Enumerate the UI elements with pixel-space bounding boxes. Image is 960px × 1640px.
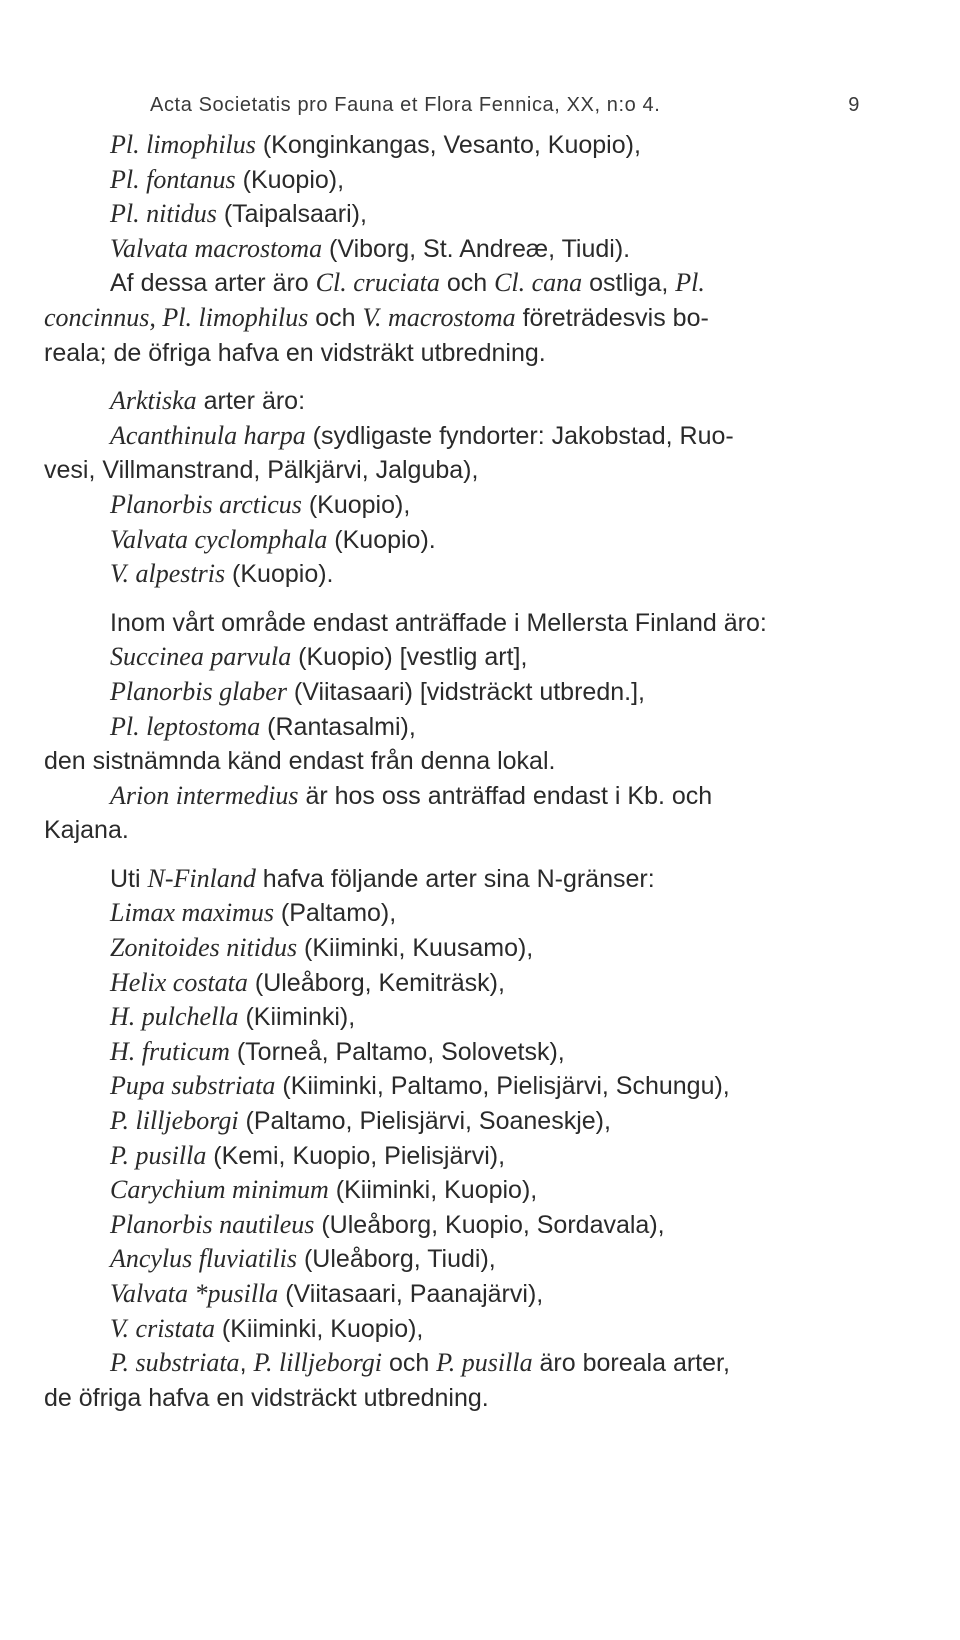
taxon-name: Acanthinula harpa <box>110 420 306 450</box>
text-line <box>44 1069 864 1104</box>
text-run: (sydligaste fyndorter: Jakobstad, Ruo- <box>305 421 734 450</box>
text-line <box>44 744 864 779</box>
text-run: och <box>308 303 363 332</box>
taxon-name: Cl. cruciata <box>315 268 440 298</box>
taxon-name: Ancylus fluviatilis <box>110 1244 298 1274</box>
taxon-name: Pl. fontanus <box>110 164 236 194</box>
taxon-name: Pl. limophilus <box>110 130 256 159</box>
taxon-name: Pl. <box>675 268 705 298</box>
taxon-name: Planorbis arcticus <box>110 489 302 519</box>
taxon-name: Pupa substriata <box>110 1071 276 1101</box>
running-header <box>150 94 860 117</box>
text-run: (Kuopio). <box>225 560 334 589</box>
text-run: Inom vårt område endast anträffade i Mellersta Finland äro: <box>110 608 767 637</box>
taxon-name: Planorbis nautileus <box>110 1209 315 1239</box>
text-line <box>44 862 864 897</box>
text-line <box>44 606 864 641</box>
text-line <box>44 640 864 675</box>
text-line <box>44 931 864 966</box>
text-run: (Paltamo, Pielisjärvi, Soaneskje), <box>238 1107 611 1136</box>
text-run: reala; de öfriga hafva en vidsträkt utbredning. <box>44 338 546 367</box>
text-run: (Viitasaari) [vidsträckt utbredn.], <box>286 677 645 706</box>
text-line <box>44 1381 864 1416</box>
text-line <box>44 710 864 745</box>
taxon-name: Cl. cana <box>494 268 583 298</box>
text-line <box>44 896 864 931</box>
text-run: Uti <box>110 864 148 893</box>
text-run: och <box>382 1349 437 1378</box>
text-line <box>44 1104 864 1139</box>
taxon-name: P. lilljeborgi <box>253 1348 383 1378</box>
text-run: ostliga, <box>582 269 676 298</box>
text-run: (Konginkangas, Vesanto, Kuopio), <box>255 131 641 159</box>
text-line <box>44 488 864 523</box>
taxon-name: Pl. leptostoma <box>110 711 261 741</box>
page-number: 9 <box>848 94 860 116</box>
text-line <box>44 1277 864 1312</box>
text-line <box>44 128 864 163</box>
text-run: (Kemi, Kuopio, Pielisjärvi), <box>206 1141 506 1170</box>
text-run: vesi, Villmanstrand, Pälkjärvi, Jalguba), <box>44 456 479 485</box>
taxon-name: Carychium minimum <box>110 1175 329 1205</box>
text-line <box>44 675 864 710</box>
text-line <box>44 384 864 419</box>
text-line <box>44 813 864 848</box>
taxon-name: P. pusilla <box>110 1140 207 1170</box>
taxon-name: N-Finland <box>147 863 256 893</box>
text-run: arter äro: <box>196 387 306 416</box>
text-run: (Viborg, St. Andreæ, Tiudi). <box>322 234 631 263</box>
text-run: (Torneå, Paltamo, Solovetsk), <box>229 1037 565 1066</box>
text-run: (Uleåborg, Kuopio, Sordavala), <box>314 1210 665 1239</box>
text-line <box>44 1035 864 1070</box>
taxon-name: P. substriata <box>110 1348 240 1378</box>
text-line <box>44 232 864 267</box>
body-text <box>44 128 864 1415</box>
taxon-name: Helix costata <box>110 967 248 997</box>
taxon-name: Planorbis glaber <box>110 676 287 706</box>
text-line <box>44 779 864 814</box>
text-run: och <box>439 269 495 298</box>
text-line <box>44 1312 864 1347</box>
taxon-name: Arktiska <box>110 386 197 416</box>
running-title: Acta Societatis pro Fauna et Flora Fennica, XX, n:o 4. <box>150 94 661 116</box>
text-line <box>44 1346 864 1381</box>
taxon-name: Valvata cyclomphala <box>110 524 328 554</box>
text-run: (Kuopio), <box>235 165 345 194</box>
text-run: är hos oss anträffad endast i Kb. och <box>298 781 713 810</box>
taxon-name: H. pulchella <box>110 1002 239 1032</box>
text-run: äro boreala arter, <box>532 1349 730 1378</box>
text-line <box>44 453 864 488</box>
text-line <box>44 163 864 198</box>
text-run: företrädesvis bo- <box>515 303 709 332</box>
text-run: (Viitasaari, Paanajärvi), <box>278 1280 544 1308</box>
taxon-name: V. macrostoma <box>362 302 516 332</box>
taxon-name: V. alpestris <box>110 559 226 589</box>
text-run: Af dessa arter äro <box>110 269 316 298</box>
text-run: (Kiiminki, Kuopio), <box>328 1176 538 1205</box>
taxon-name: V. cristata <box>110 1313 215 1343</box>
text-run: (Kiiminki, Kuusamo), <box>297 934 534 963</box>
text-run: (Kuopio) [vestlig art], <box>291 643 528 672</box>
text-line <box>44 1208 864 1243</box>
text-run: (Kiiminki, Paltamo, Pielisjärvi, Schungu), <box>275 1072 730 1101</box>
text-line <box>44 966 864 1001</box>
taxon-name: Valvata macrostoma <box>110 233 323 263</box>
text-line <box>44 197 864 232</box>
text-run: (Kuopio). <box>327 525 436 554</box>
text-line <box>44 266 864 301</box>
text-run: , <box>239 1349 254 1378</box>
taxon-name: P. pusilla <box>436 1348 533 1378</box>
text-run: (Kuopio), <box>301 490 411 519</box>
text-run: (Taipalsaari), <box>216 200 367 229</box>
text-run: hafva följande arter sina N-gränser: <box>255 864 655 893</box>
text-run: Kajana. <box>44 816 129 845</box>
text-line <box>44 557 864 592</box>
text-run: (Kiiminki), <box>238 1003 356 1032</box>
taxon-name: Valvata *pusilla <box>110 1279 279 1308</box>
text-run: den sistnämnda känd endast från denna lokal. <box>44 747 556 776</box>
text-run: (Uleåborg, Tiudi), <box>297 1245 496 1274</box>
text-line <box>44 1139 864 1174</box>
text-line <box>44 336 864 371</box>
text-line <box>44 1242 864 1277</box>
text-run: (Rantasalmi), <box>260 712 416 741</box>
text-line <box>44 1000 864 1035</box>
text-line <box>44 1173 864 1208</box>
taxon-name: Pl. nitidus <box>110 199 217 229</box>
text-run: (Uleåborg, Kemiträsk), <box>247 968 505 997</box>
text-line <box>44 419 864 454</box>
taxon-name: Zonitoides nitidus <box>110 933 298 963</box>
taxon-name: P. lilljeborgi <box>110 1106 239 1136</box>
text-line <box>44 301 864 336</box>
taxon-name: H. fruticum <box>110 1036 230 1066</box>
text-line <box>44 523 864 558</box>
taxon-name: Limax maximus <box>110 898 274 928</box>
taxon-name: concinnus, Pl. limophilus <box>44 302 309 332</box>
text-run: de öfriga hafva en vidsträckt utbredning. <box>44 1383 489 1412</box>
text-run: (Paltamo), <box>273 899 397 928</box>
taxon-name: Arion intermedius <box>110 780 299 810</box>
taxon-name: Succinea parvula <box>110 642 292 672</box>
text-run: (Kiiminki, Kuopio), <box>214 1314 424 1343</box>
